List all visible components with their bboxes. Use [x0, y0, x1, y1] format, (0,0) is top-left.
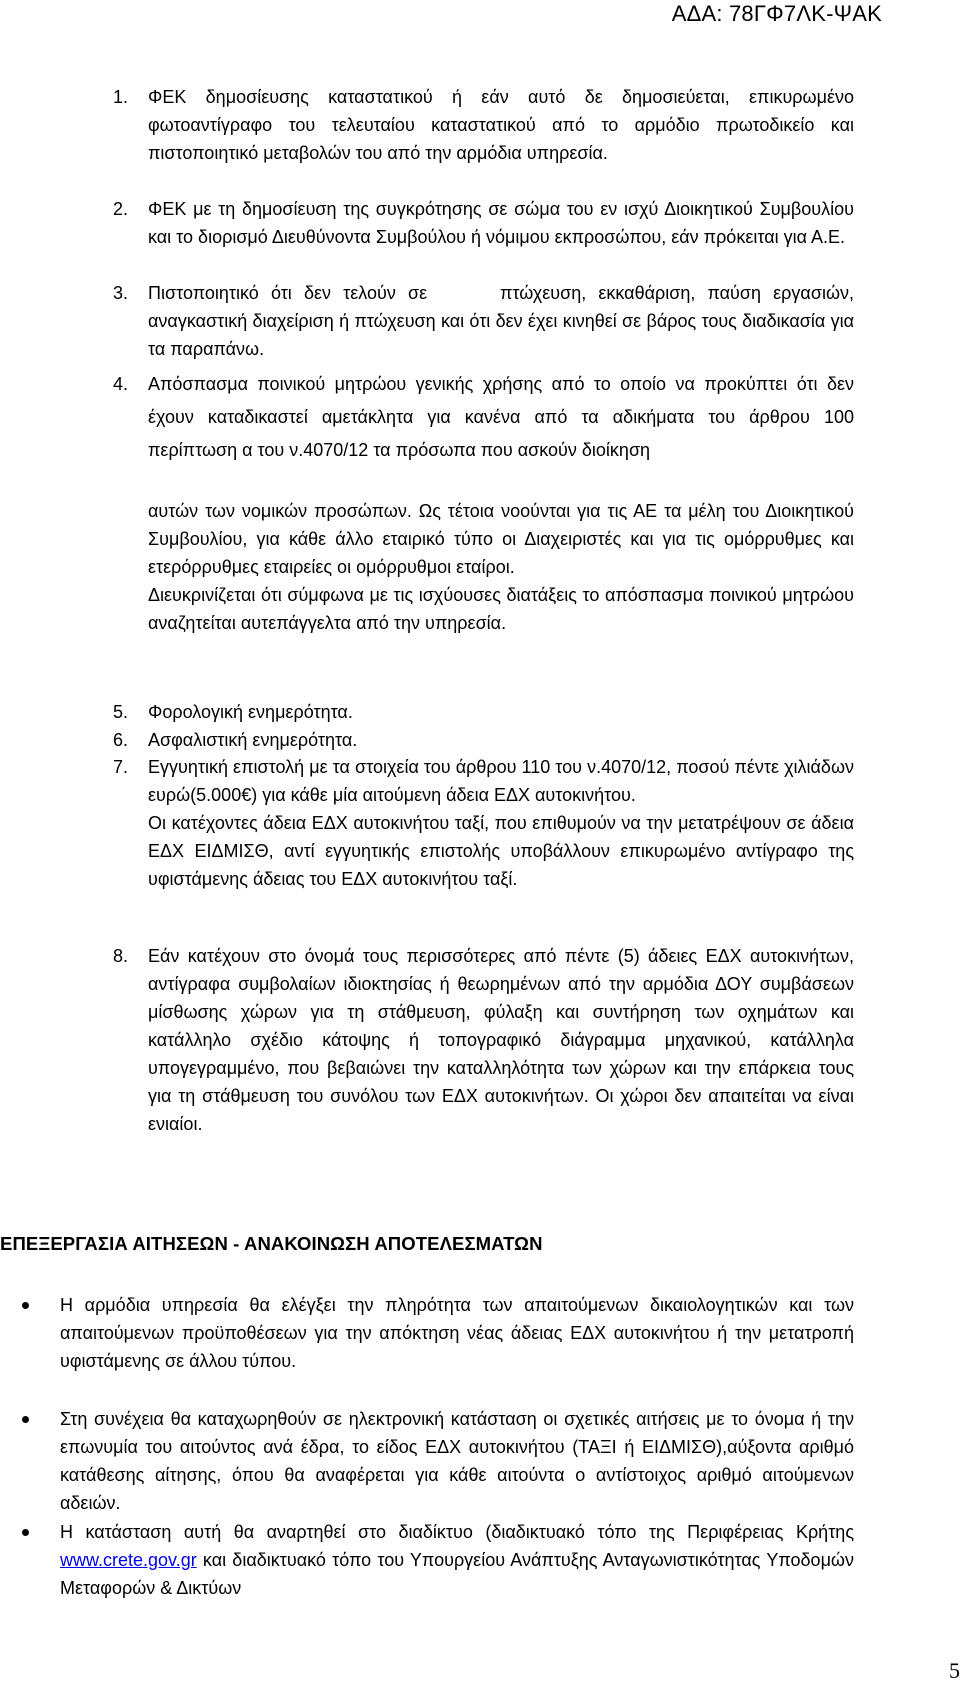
list-number: 2. — [113, 199, 129, 219]
bullet-item-2 — [60, 1405, 854, 1517]
list-number: 6. — [113, 730, 129, 750]
list-item-note: Οι κατέχοντες άδεια ΕΔΧ αυτοκινήτου ταξί, που επιθυμούν να την μετατρέψουν σε άδεια ΕΔΧ ΕΙΔΜΙΣΘ, αντί εγγυητικής επιστολής υποβάλλουν επικυρωμένο αντίγραφο της υφιστάμενης άδειας του ΕΔΧ αυτοκινήτου ταξί. — [148, 813, 854, 889]
list-number: 3. — [113, 283, 129, 303]
bullet-text: Στη συνέχεια θα καταχωρηθούν σε ηλεκτρονική κατάσταση οι σχετικές αιτήσεις με το όνομα ή την επωνυμία του αιτούντος ανά έδρα, το είδος ΕΔΧ αυτοκινήτου (ΤΑΞΙ ή ΕΙΔΜΙΣΘ),αύξοντα αριθμό κατάθεσης αίτησης, όπου θα αναφέρεται για κάθε αιτούντα ο αντίστοιχος αριθμό αιτούμενων αδειών. — [60, 1409, 854, 1513]
page-number: 5 — [949, 1658, 960, 1683]
list-item-7 — [113, 753, 854, 893]
list-item-3 — [113, 279, 860, 363]
bullet-icon — [22, 1529, 29, 1536]
list-item-note: Διευκρινίζεται ότι σύμφωνα με τις ισχύουσες διατάξεις το απόσπασμα ποινικού μητρώου αναζητείται αυτεπάγγελτα από την υπηρεσία. — [148, 585, 854, 633]
list-item-4-continued — [148, 497, 854, 637]
list-item-text: Φορολογική ενημερότητα. — [148, 702, 353, 722]
list-item-8 — [113, 942, 854, 1138]
list-item-text: Απόσπασμα ποινικού μητρώου γενικής χρήσης από το οποίο να προκύπτει ότι δεν έχουν καταδικαστεί αμετάκλητα για κανένα από τα αδικήματα του άρθρου 100 περίπτωση α του ν.4070/12 τα πρόσωπα που ασκούν διοίκηση — [148, 374, 854, 460]
list-item-5 — [113, 698, 854, 726]
bullet-item-3 — [60, 1518, 854, 1602]
bullet-text: Η κατάσταση αυτή θα αναρτηθεί στο διαδίκτυο (διαδικτυακό τόπο της Περιφέρειας Κρήτης — [60, 1522, 854, 1542]
list-item-6 — [113, 726, 854, 754]
bullet-item-1 — [60, 1291, 854, 1375]
list-number: 7. — [113, 757, 129, 777]
bullet-icon — [22, 1302, 29, 1309]
ada-header: ΑΔΑ: 78ΓΦ7ΛΚ-ΨΑΚ — [671, 1, 882, 26]
list-item-1 — [113, 83, 854, 167]
list-item-text: Εγγυητική επιστολή με τα στοιχεία του άρθρου 110 του ν.4070/12, ποσού πέντε χιλιάδων ευρώ(5.000€) για κάθε μία αιτούμενη άδεια ΕΔΧ αυτοκινήτου. — [148, 757, 854, 805]
list-number: 8. — [113, 946, 129, 966]
list-item-text: Εάν κατέχουν στο όνομά τους περισσότερες από πέντε (5) άδειες ΕΔΧ αυτοκινήτων, αντίγραφα συμβολαίων ιδιοκτησίας ή θεωρημένων από την αρμόδια ΔΟΥ συμβάσεων μίσθωσης χώρων για τη στάθμευση, φύλαξη και συντήρηση των οχημάτων και κατάλληλο σχέδιο κάτοψης ή τοπογραφικό διάγραμμα μηχανικού, κατάλληλα υπογεγραμμένο, που βεβαιώνει την καταλληλότητα των χώρων και την επάρκεια τους για τη στάθμευση του συνόλου των ΕΔΧ αυτοκινήτων. Οι χώροι δεν απαιτείται να είναι ενιαίοι. — [148, 946, 854, 1134]
list-number: 5. — [113, 702, 129, 722]
section-title: ΕΠΕΞΕΡΓΑΣΙΑ ΑΙΤΗΣΕΩΝ - ΑΝΑΚΟΙΝΩΣΗ ΑΠΟΤΕΛΕΣΜΑΤΩΝ — [0, 1233, 543, 1254]
crete-gov-link[interactable]: www.crete.gov.gr — [60, 1550, 197, 1570]
list-item-text: ΦΕΚ δημοσίευσης καταστατικού ή εάν αυτό δε δημοσιεύεται, επικυρωμένο φωτοαντίγραφο του τελευταίου καταστατικού από το αρμόδιο πρωτοδικείο και πιστοποιητικό μεταβολών του από την αρμόδια υπηρεσία. — [148, 87, 854, 163]
list-item-2 — [113, 195, 854, 251]
list-number: 4. — [113, 374, 129, 394]
bullet-text: Η αρμόδια υπηρεσία θα ελέγξει την πληρότητα των απαιτούμενων δικαιολογητικών και των απαιτούμενων προϋποθέσεων για την απόκτηση νέας άδειας ΕΔΧ αυτοκινήτου ή την μετατροπή υφιστάμενης σε άλλου τύπου. — [60, 1295, 854, 1371]
list-number: 1. — [113, 87, 129, 107]
list-item-4 — [113, 368, 854, 467]
list-item-text: ΦΕΚ με τη δημοσίευση της συγκρότησης σε σώμα του εν ισχύ Διοικητικού Συμβουλίου και το διορισμό Διευθύνοντα Συμβούλου ή νόμιμου εκπροσώπου, εάν πρόκειται για Α.Ε. — [148, 199, 854, 247]
list-item-text: αυτών των νομικών προσώπων. Ως τέτοια νοούνται για τις ΑΕ τα μέλη του Διοικητικού Συμβουλίου, για κάθε άλλο εταιρικό τύπο οι Διαχειριστές και για τις ομόρρυθμες και ετερόρρυθμες εταιρείες οι ομόρρυθμοι εταίροι. — [148, 501, 854, 577]
bullet-icon — [22, 1416, 29, 1423]
list-item-text: Πιστοποιητικό ότι δεν τελούν σε πτώχευση, εκκαθάριση, παύση εργασιών, αναγκαστική διαχείριση ή πτώχευση και ότι δεν έχει κινηθεί σε βάρος τους διαδικασία για τα παραπάνω. — [148, 283, 860, 359]
bullet-text: και διαδικτυακό τόπο του Υπουργείου Ανάπτυξης Ανταγωνιστικότητας Υποδομών Μεταφορών & Δικτύων — [60, 1550, 854, 1598]
list-item-text: Ασφαλιστική ενημερότητα. — [148, 730, 358, 750]
